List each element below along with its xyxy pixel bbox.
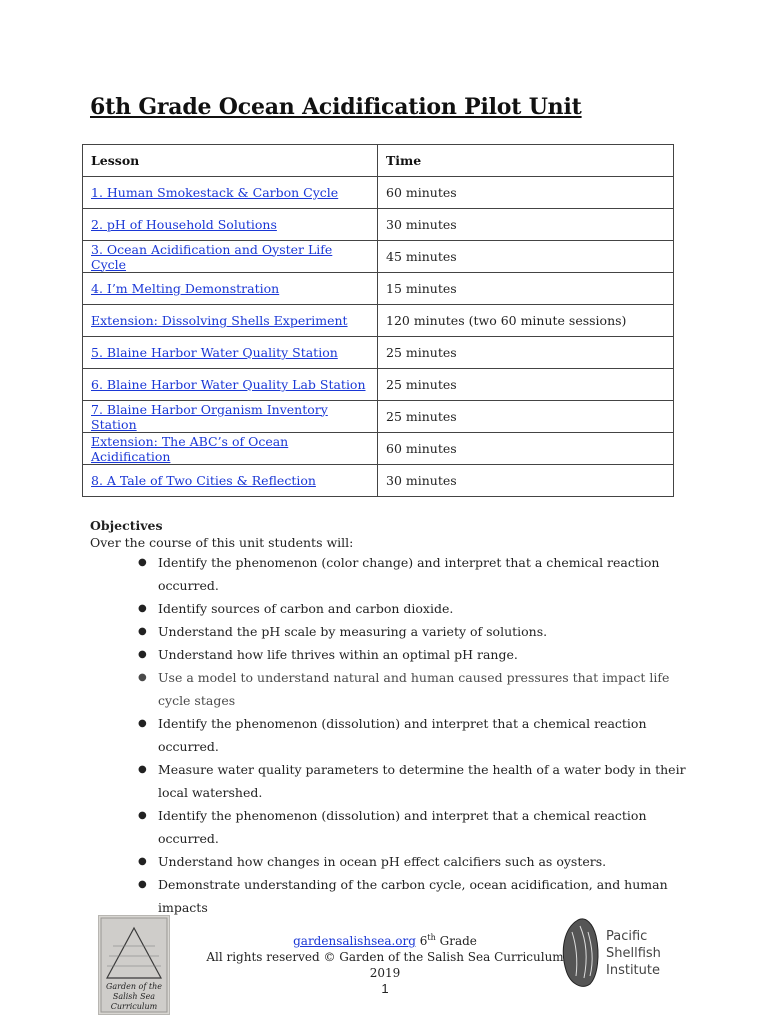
page-title: 6th Grade Ocean Acidification Pilot Unit bbox=[90, 94, 582, 120]
table-row bbox=[83, 337, 674, 369]
lesson-link[interactable]: Extension: The ABC’s of Ocean Acidification bbox=[91, 433, 289, 464]
lesson-link[interactable]: 1. Human Smokestack & Carbon Cycle bbox=[91, 185, 339, 200]
bullet-icon: ● bbox=[138, 810, 147, 821]
lesson-link[interactable]: 6. Blaine Harbor Water Quality Lab Station bbox=[91, 377, 366, 392]
lesson-link[interactable]: 5. Blaine Harbor Water Quality Station bbox=[91, 345, 338, 360]
list-item: ● Understand how changes in ocean pH effect calcifiers such as oysters. bbox=[158, 850, 700, 873]
lesson-link[interactable]: Extension: Dissolving Shells Experiment bbox=[91, 313, 348, 328]
logo-left-line-2: Salish Sea bbox=[112, 992, 156, 1001]
table-row bbox=[83, 465, 674, 497]
bullet-icon: ● bbox=[138, 718, 147, 729]
pacific-shellfish-logo bbox=[556, 914, 666, 992]
lesson-time: 45 minutes bbox=[378, 241, 674, 273]
list-item: ● Identify the phenomenon (dissolution) and interpret that a chemical reaction occurred. bbox=[158, 712, 700, 758]
footer-rights: All rights reserved © Garden of the Salish Sea Curriculum 2019 bbox=[206, 950, 564, 980]
table-row bbox=[83, 433, 674, 465]
garden-salish-sea-logo bbox=[98, 915, 170, 1015]
table-header-row bbox=[83, 145, 674, 177]
bullet-icon: ● bbox=[138, 649, 147, 660]
logo-left-line-3: Curriculum bbox=[110, 1002, 158, 1011]
list-item: ● Measure water quality parameters to determine the health of a water body in their local watershed. bbox=[158, 758, 700, 804]
footer-grade-suffix: th bbox=[427, 933, 436, 942]
table-row bbox=[83, 369, 674, 401]
list-item: ● Use a model to understand natural and human caused pressures that impact life cycle stages bbox=[158, 666, 700, 712]
list-item: ● Identify the phenomenon (color change) and interpret that a chemical reaction occurred. bbox=[158, 551, 700, 597]
table-row bbox=[83, 401, 674, 433]
lesson-link[interactable]: 3. Ocean Acidification and Oyster Life Cycle bbox=[91, 241, 333, 272]
table-row bbox=[83, 209, 674, 241]
bullet-icon: ● bbox=[138, 856, 147, 867]
triangle-logo-icon bbox=[99, 916, 169, 1014]
lesson-link[interactable]: 8. A Tale of Two Cities & Reflection bbox=[91, 473, 316, 488]
lesson-time: 25 minutes bbox=[378, 337, 674, 369]
footer-grade-number: 6 bbox=[419, 934, 428, 948]
objectives-section bbox=[90, 517, 700, 919]
objectives-list bbox=[90, 551, 700, 919]
bullet-icon: ● bbox=[138, 879, 147, 890]
oyster-shell-icon bbox=[556, 914, 666, 992]
table-row bbox=[83, 241, 674, 273]
objectives-heading: Objectives bbox=[90, 518, 163, 533]
table-row bbox=[83, 273, 674, 305]
lesson-time: 60 minutes bbox=[378, 433, 674, 465]
table-row bbox=[83, 177, 674, 209]
page-number: 1 bbox=[381, 981, 389, 996]
footer-grade-word: Grade bbox=[439, 934, 477, 948]
logo-right-line-3: Institute bbox=[606, 963, 660, 978]
list-item: ● Understand the pH scale by measuring a variety of solutions. bbox=[158, 620, 700, 643]
lesson-link[interactable]: 4. I’m Melting Demonstration bbox=[91, 281, 280, 296]
logo-right-line-1: Pacific bbox=[606, 929, 648, 944]
logo-left-line-1: Garden of the bbox=[106, 982, 162, 991]
table-row bbox=[83, 305, 674, 337]
logo-right-line-2: Shellfish bbox=[606, 946, 661, 961]
lesson-time: 25 minutes bbox=[378, 401, 674, 433]
bullet-icon: ● bbox=[138, 764, 147, 775]
lesson-link[interactable]: 7. Blaine Harbor Organism Inventory Station bbox=[91, 401, 328, 432]
lesson-time: 30 minutes bbox=[378, 465, 674, 497]
header-lesson: Lesson bbox=[83, 145, 378, 177]
lesson-link[interactable]: 2. pH of Household Solutions bbox=[91, 217, 277, 232]
footer-site-link[interactable]: gardensalishsea.org bbox=[293, 934, 416, 948]
lesson-time: 30 minutes bbox=[378, 209, 674, 241]
bullet-icon: ● bbox=[138, 557, 147, 568]
bullet-icon: ● bbox=[138, 603, 147, 614]
footer bbox=[190, 930, 580, 997]
list-item: ● Demonstrate understanding of the carbon cycle, ocean acidification, and human impacts bbox=[158, 873, 700, 919]
bullet-icon: ● bbox=[138, 626, 147, 637]
objectives-intro: Over the course of this unit students will: bbox=[90, 535, 354, 550]
bullet-icon: ● bbox=[138, 672, 147, 683]
lesson-time: 60 minutes bbox=[378, 177, 674, 209]
list-item: ● Identify sources of carbon and carbon dioxide. bbox=[158, 597, 700, 620]
list-item: ● Understand how life thrives within an optimal pH range. bbox=[158, 643, 700, 666]
lesson-time: 15 minutes bbox=[378, 273, 674, 305]
header-time: Time bbox=[378, 145, 674, 177]
list-item: ● Identify the phenomenon (dissolution) and interpret that a chemical reaction occurred. bbox=[158, 804, 700, 850]
lesson-time: 120 minutes (two 60 minute sessions) bbox=[378, 305, 674, 337]
lesson-time: 25 minutes bbox=[378, 369, 674, 401]
lesson-table bbox=[82, 144, 674, 497]
